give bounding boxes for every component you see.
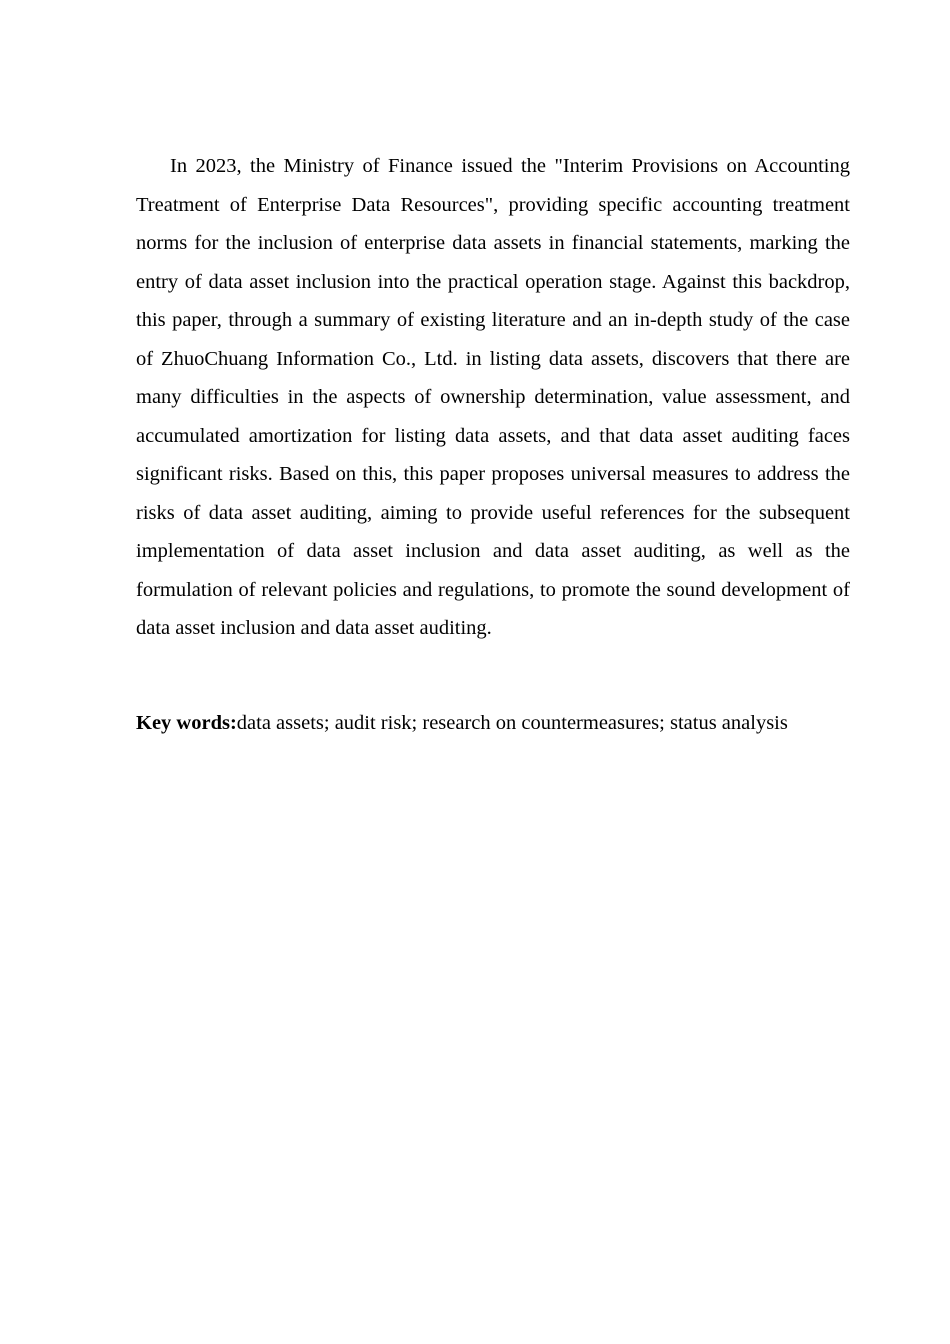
keywords-text: data assets; audit risk; research on countermeasures; status analysis (236, 711, 788, 734)
abstract-paragraph: In 2023, the Ministry of Finance issued the "Interim Provisions on Accounting Treatment of Enterprise Data Resources", providing specific accounting treatment norms for the inclusion of enterprise data assets in financial statements, marking the entry of data asset inclusion into the practical operation stage. Against this backdrop, this paper, through a summary of existing literature and an in-depth study of the case of ZhuoChuang Information Co., Ltd. in listing data assets, discovers that there are many difficulties in the aspects of ownership determination, value assessment, and accumulated amortization for listing data assets, and that data asset auditing faces significant risks. Based on this, this paper proposes universal measures to address the risks of data asset auditing, aiming to provide useful references for the subsequent implementation of data asset inclusion and data asset auditing, as well as the formulation of relevant policies and regulations, to promote the sound development of data asset inclusion and data asset auditing. (136, 155, 850, 639)
keywords-label: Key words: (136, 711, 237, 734)
keywords-line (136, 698, 850, 748)
document-page (136, 147, 850, 748)
